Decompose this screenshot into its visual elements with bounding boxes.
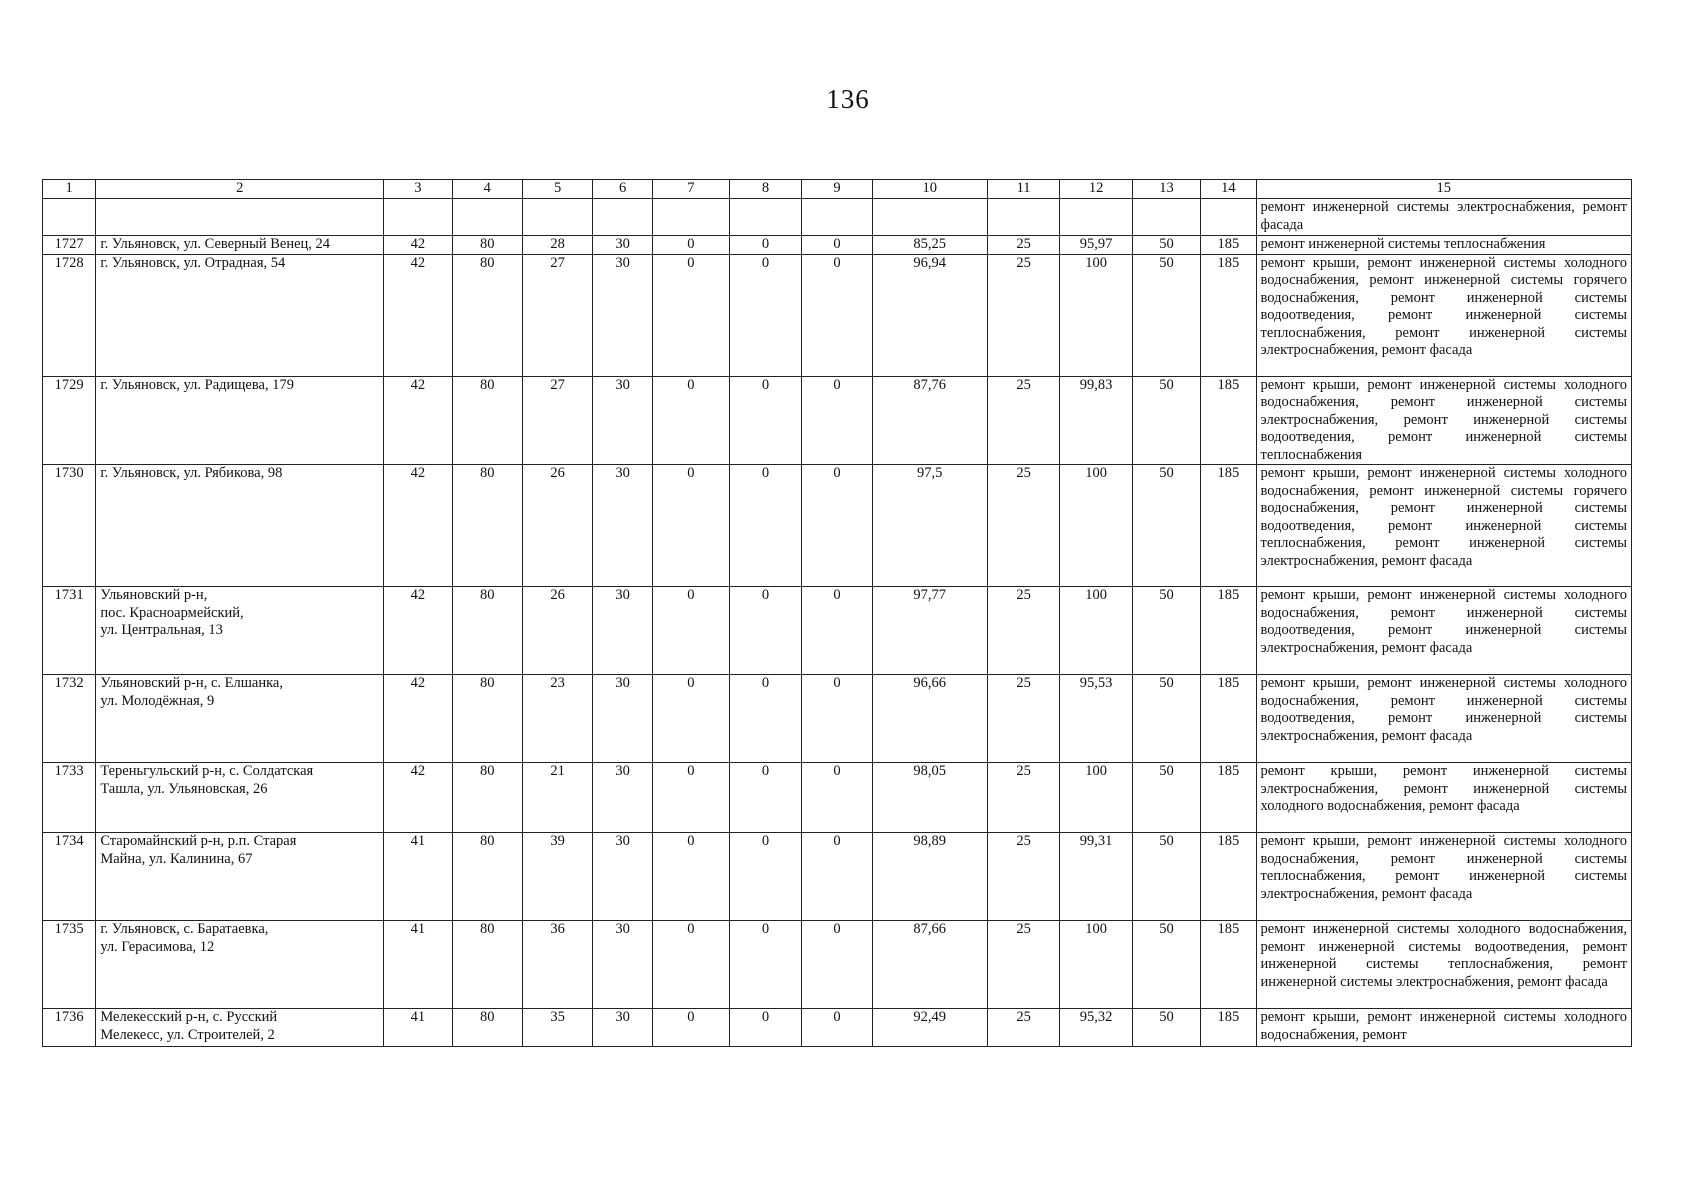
value-cell-col-8: 0 (729, 587, 802, 675)
address-line: Мелекесс, ул. Строителей, 2 (100, 1026, 275, 1043)
value-cell-col-7: 0 (652, 587, 729, 675)
address-cell (96, 675, 384, 763)
works-cell: ремонт инженерной системы теплоснабжения (1256, 236, 1631, 255)
works-cell: ремонт инженерной системы электроснабжения, ремонт фасада (1256, 199, 1631, 236)
works-cell: ремонт инженерной системы холодного водоснабжения, ремонт инженерной системы водоотведения, ремонт инженерной системы теплоснабжения, ремонт инженерной системы электроснабжения, ремонт фасада (1256, 921, 1631, 1009)
value-cell-col-14: 185 (1201, 376, 1256, 465)
value-cell-col-10: 87,76 (872, 376, 987, 465)
table-row (43, 465, 1632, 587)
value-cell-col-12: 100 (1060, 465, 1133, 587)
value-cell-col-11: 25 (987, 236, 1060, 255)
column-header: 11 (987, 180, 1060, 199)
value-cell-col-7: 0 (652, 921, 729, 1009)
value-cell-col-4: 80 (452, 587, 522, 675)
value-cell-col-6: 30 (593, 921, 653, 1009)
value-cell-col-8: 0 (729, 465, 802, 587)
value-cell-col-3: 41 (384, 833, 452, 921)
row-number-cell: 1732 (43, 675, 96, 763)
value-cell-col-5: 39 (522, 833, 592, 921)
value-cell-col-11: 25 (987, 833, 1060, 921)
value-cell-col-8: 0 (729, 254, 802, 376)
row-number-cell: 1735 (43, 921, 96, 1009)
register-table (42, 179, 1632, 1047)
value-cell-col-3: 41 (384, 1009, 452, 1047)
value-cell-col-6: 30 (593, 254, 653, 376)
value-cell-col-4: 80 (452, 921, 522, 1009)
value-cell-col-11: 25 (987, 587, 1060, 675)
value-cell-col-11: 25 (987, 763, 1060, 833)
table-row (43, 675, 1632, 763)
value-cell-col-5: 23 (522, 675, 592, 763)
address-line: Мелекесский р-н, с. Русский (100, 1009, 278, 1025)
value-cell-col-14: 185 (1201, 833, 1256, 921)
address-cell (96, 1009, 384, 1047)
address-line: ул. Центральная, 13 (100, 622, 223, 638)
value-cell-col-12: 100 (1060, 587, 1133, 675)
table-row (43, 833, 1632, 921)
address-line: г. Ульяновск, с. Баратаевка, (100, 921, 269, 937)
value-cell-col-9: 0 (802, 587, 872, 675)
column-header: 5 (522, 180, 592, 199)
address-line: Ташла, ул. Ульяновская, 26 (100, 780, 268, 797)
value-cell-col-13: 50 (1132, 675, 1200, 763)
value-cell-col-5: 35 (522, 1009, 592, 1047)
value-cell-col-6: 30 (593, 1009, 653, 1047)
address-line: Ульяновский р-н, (100, 587, 208, 603)
column-header: 7 (652, 180, 729, 199)
value-cell-col-13: 50 (1132, 921, 1200, 1009)
value-cell-col-9: 0 (802, 465, 872, 587)
value-cell-col-5: 27 (522, 376, 592, 465)
column-header: 2 (96, 180, 384, 199)
address-cell (96, 921, 384, 1009)
row-number-cell: 1734 (43, 833, 96, 921)
value-cell-col-6: 30 (593, 587, 653, 675)
value-cell-col-5: 26 (522, 587, 592, 675)
value-cell-col-13: 50 (1132, 833, 1200, 921)
address-cell (96, 587, 384, 675)
value-cell-col-8: 0 (729, 833, 802, 921)
value-cell-col-12: 99,31 (1060, 833, 1133, 921)
value-cell-col-13: 50 (1132, 587, 1200, 675)
value-cell-col-4: 80 (452, 376, 522, 465)
value-cell-col-4: 80 (452, 833, 522, 921)
value-cell-col-6: 30 (593, 833, 653, 921)
works-cell: ремонт крыши, ремонт инженерной системы холодного водоснабжения, ремонт инженерной системы водоотведения, ремонт инженерной системы электроснабжения, ремонт фасада (1256, 587, 1631, 675)
value-cell-col-4: 80 (452, 254, 522, 376)
value-cell-col-6: 30 (593, 236, 653, 255)
column-header: 12 (1060, 180, 1133, 199)
value-cell-col-9: 0 (802, 1009, 872, 1047)
value-cell-col-10: 85,25 (872, 236, 987, 255)
value-cell-col-12: 95,97 (1060, 236, 1133, 255)
value-cell-col-9: 0 (802, 376, 872, 465)
value-cell-col-6: 30 (593, 465, 653, 587)
value-cell-col-13: 50 (1132, 465, 1200, 587)
value-cell-col-10: 98,89 (872, 833, 987, 921)
address-line: пос. Красноармейский, (100, 604, 244, 621)
value-cell-col-5: 27 (522, 254, 592, 376)
value-cell-col-10: 96,66 (872, 675, 987, 763)
value-cell-col-12: 100 (1060, 763, 1133, 833)
row-number-cell: 1727 (43, 236, 96, 255)
value-cell-col-13: 50 (1132, 254, 1200, 376)
value-cell-col-7: 0 (652, 675, 729, 763)
column-header: 3 (384, 180, 452, 199)
value-cell-col-8: 0 (729, 236, 802, 255)
value-cell-col-13: 50 (1132, 236, 1200, 255)
value-cell-col-10: 97,77 (872, 587, 987, 675)
works-cell: ремонт крыши, ремонт инженерной системы холодного водоснабжения, ремонт инженерной системы горячего водоснабжения, ремонт инженерной системы водоотведения, ремонт инженерной системы теплоснабжения, ремонт инженерной системы электроснабжения, ремонт фасада (1256, 465, 1631, 587)
works-cell: ремонт крыши, ремонт инженерной системы холодного водоснабжения, ремонт инженерной системы водоотведения, ремонт инженерной системы электроснабжения, ремонт фасада (1256, 675, 1631, 763)
value-cell-col-5: 28 (522, 236, 592, 255)
works-cell: ремонт крыши, ремонт инженерной системы электроснабжения, ремонт инженерной системы холодного водоснабжения, ремонт фасада (1256, 763, 1631, 833)
value-cell-col-10: 98,05 (872, 763, 987, 833)
value-cell-col-7: 0 (652, 376, 729, 465)
value-cell-col-9: 0 (802, 921, 872, 1009)
value-cell-col-13: 50 (1132, 763, 1200, 833)
continuation-row (43, 199, 1632, 236)
works-cell: ремонт крыши, ремонт инженерной системы холодного водоснабжения, ремонт (1256, 1009, 1631, 1047)
address-line: Майна, ул. Калинина, 67 (100, 850, 253, 867)
column-header: 14 (1201, 180, 1256, 199)
value-cell-col-12: 95,53 (1060, 675, 1133, 763)
value-cell-col-4: 80 (452, 236, 522, 255)
value-cell-col-6: 30 (593, 763, 653, 833)
value-cell-col-10: 96,94 (872, 254, 987, 376)
row-number-cell: 1729 (43, 376, 96, 465)
column-header: 1 (43, 180, 96, 199)
address-cell (96, 833, 384, 921)
value-cell-col-8: 0 (729, 763, 802, 833)
value-cell-col-6: 30 (593, 675, 653, 763)
value-cell-col-12: 100 (1060, 921, 1133, 1009)
value-cell-col-8: 0 (729, 921, 802, 1009)
address-cell (96, 376, 384, 465)
value-cell-col-5: 21 (522, 763, 592, 833)
address-line: г. Ульяновск, ул. Северный Венец, 24 (100, 236, 331, 252)
value-cell-col-11: 25 (987, 675, 1060, 763)
value-cell-col-14: 185 (1201, 1009, 1256, 1047)
column-header: 13 (1132, 180, 1200, 199)
value-cell-col-3: 42 (384, 254, 452, 376)
table-row (43, 376, 1632, 465)
value-cell-col-11: 25 (987, 921, 1060, 1009)
value-cell-col-3: 41 (384, 921, 452, 1009)
value-cell-col-3: 42 (384, 376, 452, 465)
value-cell-col-4: 80 (452, 763, 522, 833)
address-line: г. Ульяновск, ул. Рябикова, 98 (100, 465, 283, 481)
value-cell-col-7: 0 (652, 236, 729, 255)
works-cell: ремонт крыши, ремонт инженерной системы холодного водоснабжения, ремонт инженерной системы горячего водоснабжения, ремонт инженерной системы водоотведения, ремонт инженерной системы теплоснабжения, ремонт инженерной системы электроснабжения, ремонт фасада (1256, 254, 1631, 376)
works-cell: ремонт крыши, ремонт инженерной системы холодного водоснабжения, ремонт инженерной системы электроснабжения, ремонт инженерной системы водоотведения, ремонт инженерной системы теплоснабжения (1256, 376, 1631, 465)
value-cell-col-3: 42 (384, 587, 452, 675)
table-row (43, 763, 1632, 833)
value-cell-col-14: 185 (1201, 675, 1256, 763)
row-number-cell: 1733 (43, 763, 96, 833)
table-row (43, 921, 1632, 1009)
table-row (43, 587, 1632, 675)
works-cell: ремонт крыши, ремонт инженерной системы холодного водоснабжения, ремонт инженерной системы теплоснабжения, ремонт инженерной системы электроснабжения, ремонт фасада (1256, 833, 1631, 921)
address-line: ул. Молодёжная, 9 (100, 692, 215, 709)
column-header: 4 (452, 180, 522, 199)
value-cell-col-5: 36 (522, 921, 592, 1009)
value-cell-col-8: 0 (729, 675, 802, 763)
column-header: 10 (872, 180, 987, 199)
address-line: г. Ульяновск, ул. Радищева, 179 (100, 376, 294, 393)
header-row (43, 180, 1632, 199)
value-cell-col-14: 185 (1201, 587, 1256, 675)
column-header: 15 (1256, 180, 1631, 199)
value-cell-col-12: 100 (1060, 254, 1133, 376)
address-line: г. Ульяновск, ул. Отрадная, 54 (100, 254, 286, 271)
table-row (43, 1009, 1632, 1047)
address-cell (96, 763, 384, 833)
value-cell-col-4: 80 (452, 675, 522, 763)
address-line: Старомайнский р-н, р.п. Старая (100, 833, 297, 849)
address-line: Ульяновский р-н, с. Елшанка, (100, 675, 283, 691)
value-cell-col-11: 25 (987, 465, 1060, 587)
address-cell (96, 465, 384, 587)
row-number-cell: 1728 (43, 254, 96, 376)
value-cell-col-8: 0 (729, 1009, 802, 1047)
page-number: 136 (826, 84, 870, 114)
value-cell-col-14: 185 (1201, 921, 1256, 1009)
value-cell-col-9: 0 (802, 833, 872, 921)
value-cell-col-10: 92,49 (872, 1009, 987, 1047)
value-cell-col-14: 185 (1201, 465, 1256, 587)
value-cell-col-13: 50 (1132, 376, 1200, 465)
value-cell-col-11: 25 (987, 254, 1060, 376)
value-cell-col-11: 25 (987, 376, 1060, 465)
value-cell-col-3: 42 (384, 465, 452, 587)
value-cell-col-8: 0 (729, 376, 802, 465)
table-row (43, 254, 1632, 376)
column-header: 9 (802, 180, 872, 199)
value-cell-col-7: 0 (652, 833, 729, 921)
value-cell-col-12: 99,83 (1060, 376, 1133, 465)
value-cell-col-7: 0 (652, 1009, 729, 1047)
value-cell-col-9: 0 (802, 675, 872, 763)
row-number-cell: 1736 (43, 1009, 96, 1047)
address-line: Тереньгульский р-н, с. Солдатская (100, 763, 314, 779)
column-header: 6 (593, 180, 653, 199)
value-cell-col-5: 26 (522, 465, 592, 587)
value-cell-col-4: 80 (452, 465, 522, 587)
row-number-cell: 1730 (43, 465, 96, 587)
value-cell-col-4: 80 (452, 1009, 522, 1047)
value-cell-col-14: 185 (1201, 254, 1256, 376)
value-cell-col-13: 50 (1132, 1009, 1200, 1047)
value-cell-col-3: 42 (384, 236, 452, 255)
value-cell-col-7: 0 (652, 763, 729, 833)
value-cell-col-7: 0 (652, 465, 729, 587)
value-cell-col-9: 0 (802, 763, 872, 833)
address-cell (96, 254, 384, 376)
value-cell-col-12: 95,32 (1060, 1009, 1133, 1047)
value-cell-col-10: 97,5 (872, 465, 987, 587)
value-cell-col-6: 30 (593, 376, 653, 465)
value-cell-col-9: 0 (802, 254, 872, 376)
value-cell-col-3: 42 (384, 675, 452, 763)
value-cell-col-14: 185 (1201, 236, 1256, 255)
row-number-cell: 1731 (43, 587, 96, 675)
value-cell-col-9: 0 (802, 236, 872, 255)
address-line: ул. Герасимова, 12 (100, 938, 215, 955)
address-cell (96, 236, 384, 255)
value-cell-col-3: 42 (384, 763, 452, 833)
value-cell-col-14: 185 (1201, 763, 1256, 833)
value-cell-col-7: 0 (652, 254, 729, 376)
value-cell-col-10: 87,66 (872, 921, 987, 1009)
value-cell-col-11: 25 (987, 1009, 1060, 1047)
table-row (43, 236, 1632, 255)
column-header: 8 (729, 180, 802, 199)
